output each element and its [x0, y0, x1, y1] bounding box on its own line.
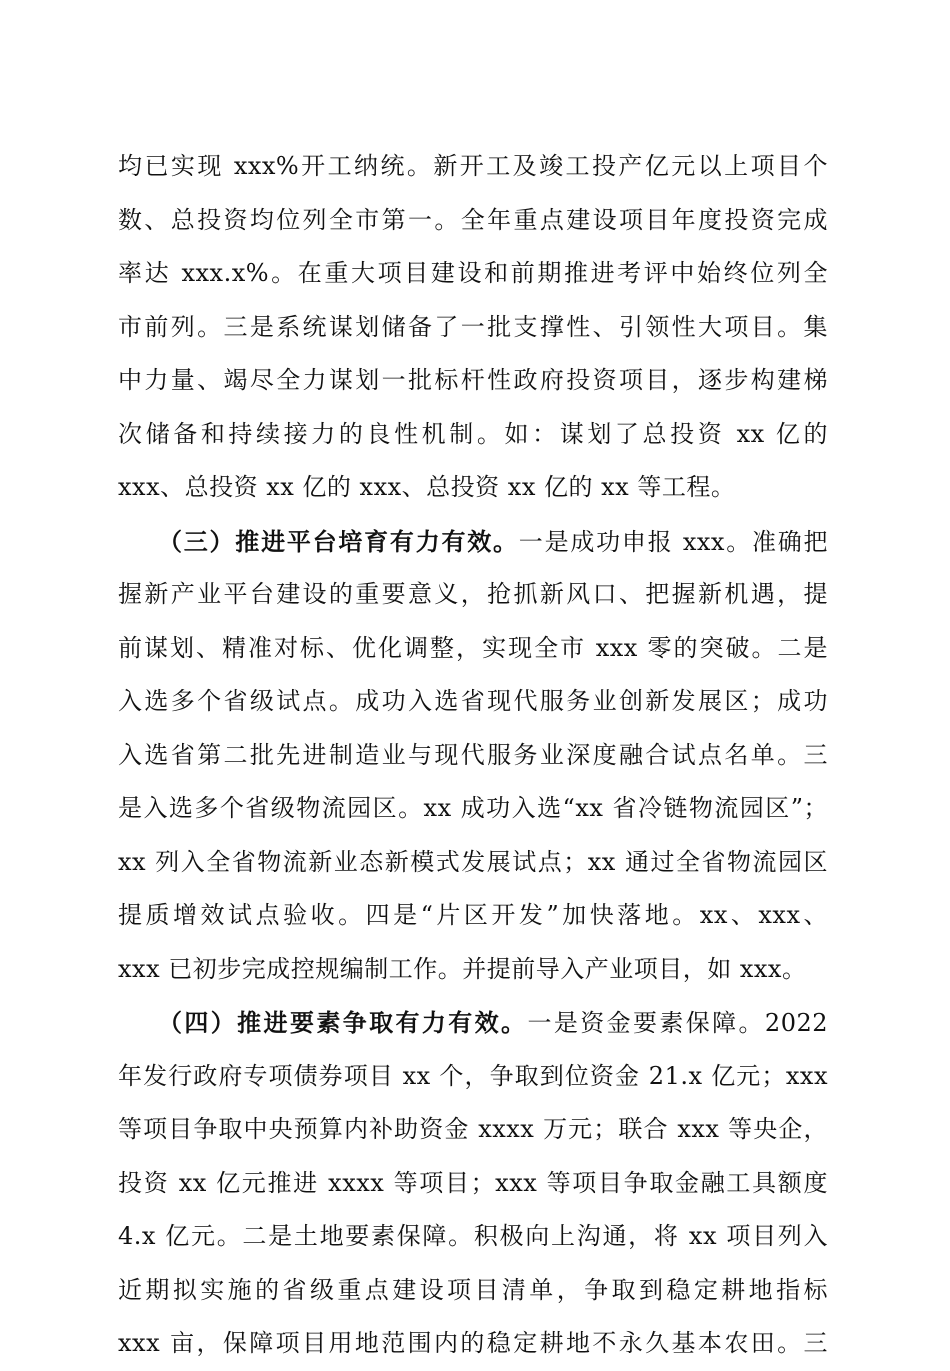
text-line: 投资 xx 亿元推进 xxxx 等项目；xxx 等项目争取金融工具额度 — [118, 1168, 828, 1197]
text-line: 等项目争取中央预算内补助资金 xxxx 万元；联合 xxx 等央企， — [118, 1115, 828, 1143]
text-line: 前谋划、精准对标、优化调整，实现全市 xxx 零的突破。二是 — [118, 633, 828, 662]
text-line: 4.x 亿元。二是土地要素保障。积极向上沟通，将 xx 项目列入 — [118, 1222, 828, 1250]
text-line: xxx 亩，保障项目用地范围内的稳定耕地不永久基本农田。三 — [118, 1329, 828, 1357]
text-run: 一是成功申报 xxx。准确把 — [518, 527, 828, 556]
text-line: 中力量、竭尽全力谋划一批标杆性政府投资项目，逐步构建梯 — [118, 366, 828, 394]
section-four-heading: （四）推进要素争取有力有效。 — [158, 1008, 528, 1037]
text-line: 年发行政府专项债券项目 xx 个，争取到位资金 21.x 亿元；xxx — [118, 1061, 828, 1090]
section-four-first-line — [118, 996, 828, 1050]
text-line: 数、总投资均位列全市第一。全年重点建设项目年度投资完成 — [118, 205, 828, 234]
text-line: xxx、总投资 xx 亿的 xxx、总投资 xx 亿的 xx 等工程。 — [118, 473, 736, 501]
text-line: 市前列。三是系统谋划储备了一批支撑性、引领性大项目。集 — [118, 312, 828, 341]
text-line: 均已实现 xxx%开工纳统。新开工及竣工投产亿元以上项目个 — [118, 152, 828, 180]
section-three-heading: （三）推进平台培育有力有效。 — [158, 526, 519, 556]
text-line: 率达 xxx.x%。在重大项目建设和前期推进考评中始终位列全 — [118, 259, 828, 287]
section-three-first-line — [118, 515, 828, 569]
text-line: xx 列入全省物流新业态新模式发展试点；xx 通过全省物流园区 — [118, 847, 828, 876]
text-line: 入选多个省级试点。成功入选省现代服务业创新发展区；成功 — [118, 687, 828, 715]
text-run: 一是资金要素保障。2022 — [527, 1009, 828, 1037]
text-line: 提质增效试点验收。四是“片区开发”加快落地。xx、xxx、 — [118, 901, 828, 929]
text-line: 入选省第二批先进制造业与现代服务业深度融合试点名单。三 — [118, 740, 828, 769]
text-line: 是入选多个省级物流园区。xx 成功入选“xx 省冷链物流园区”； — [118, 794, 828, 822]
body-text — [118, 140, 828, 1371]
text-line: 次储备和持续接力的良性机制。如：谋划了总投资 xx 亿的 — [118, 419, 828, 448]
text-line: 近期拟实施的省级重点建设项目清单，争取到稳定耕地指标 — [118, 1275, 828, 1304]
text-line: 握新产业平台建设的重要意义，抢抓新风口、把握新机遇，提 — [118, 580, 828, 608]
text-line: xxx 已初步完成控规编制工作。并提前导入产业项目，如 xxx。 — [118, 954, 807, 983]
